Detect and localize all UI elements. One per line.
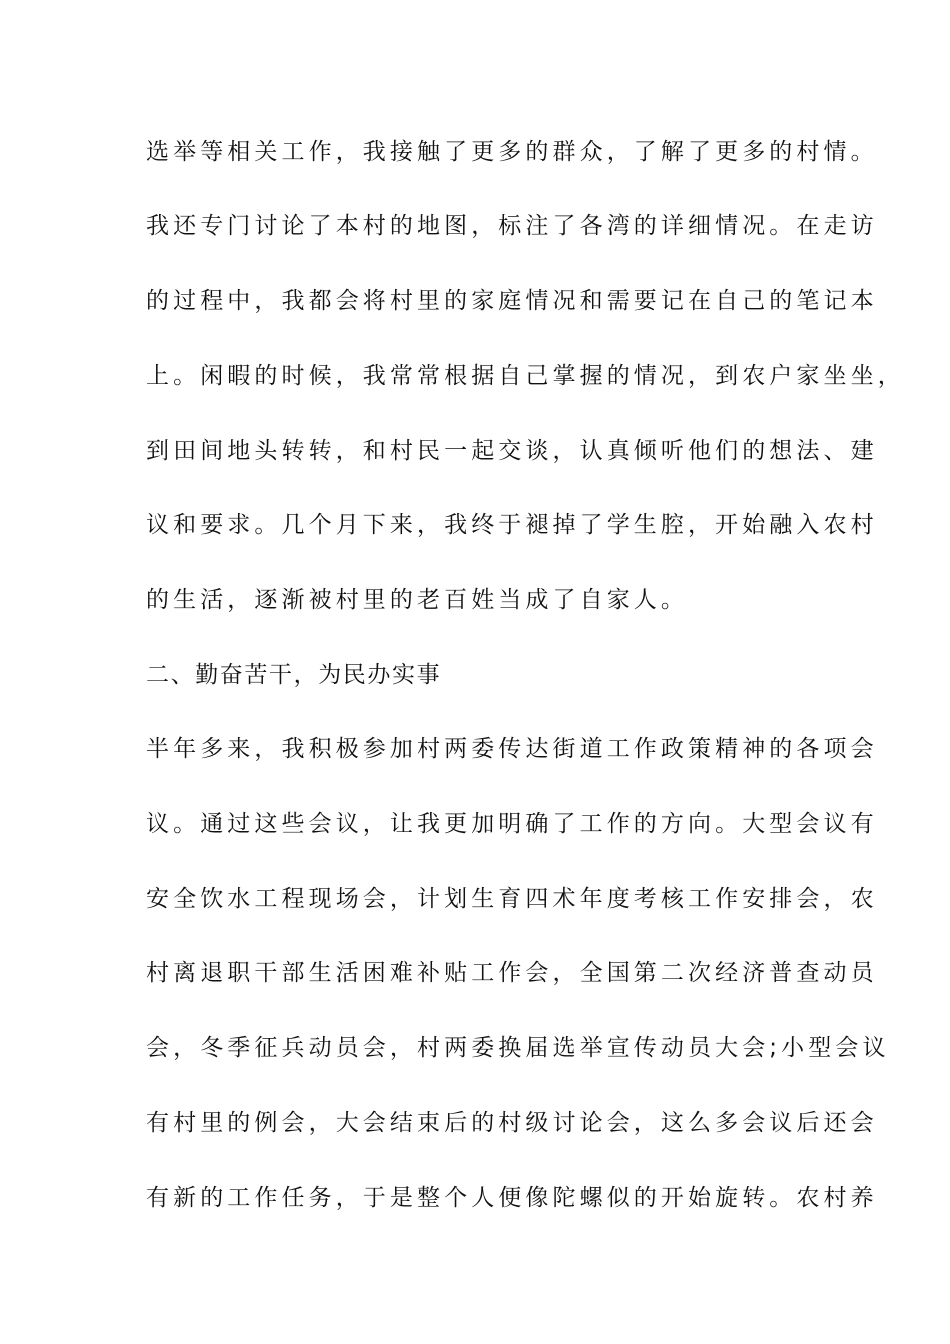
paragraph-line: 会，冬季征兵动员会，村两委换届选举宣传动员大会;小型会议 xyxy=(146,1035,890,1061)
paragraph-line: 的过程中，我都会将村里的家庭情况和需要记在自己的笔记本 xyxy=(146,288,878,314)
paragraph-line: 有新的工作任务，于是整个人便像陀螺似的开始旋转。农村养 xyxy=(146,1185,878,1211)
paragraph-line: 上。闲暇的时候，我常常根据自己掌握的情况，到农户家坐坐， xyxy=(146,363,905,389)
paragraph-line: 有村里的例会，大会结束后的村级讨论会，这么多会议后还会 xyxy=(146,1110,878,1136)
paragraph-line: 到田间地头转转，和村民一起交谈，认真倾听他们的想法、建 xyxy=(146,438,878,464)
paragraph-line: 我还专门讨论了本村的地图，标注了各湾的详细情况。在走访 xyxy=(146,213,878,239)
paragraph-line: 议。通过这些会议，让我更加明确了工作的方向。大型会议有 xyxy=(146,811,878,837)
paragraph-line: 村离退职干部生活困难补贴工作会，全国第二次经济普查动员 xyxy=(146,960,878,986)
paragraph-line: 半年多来，我积极参加村两委传达街道工作政策精神的各项会 xyxy=(146,736,878,762)
paragraph-line: 安全饮水工程现场会，计划生育四术年度考核工作安排会，农 xyxy=(146,886,878,912)
paragraph-line: 的生活，逐渐被村里的老百姓当成了自家人。 xyxy=(146,587,688,613)
paragraph-line: 议和要求。几个月下来，我终于褪掉了学生腔，开始融入农村 xyxy=(146,512,878,538)
paragraph-line: 选举等相关工作，我接触了更多的群众，了解了更多的村情。 xyxy=(146,139,878,165)
section-heading: 二、勤奋苦干，为民办实事 xyxy=(146,662,442,688)
